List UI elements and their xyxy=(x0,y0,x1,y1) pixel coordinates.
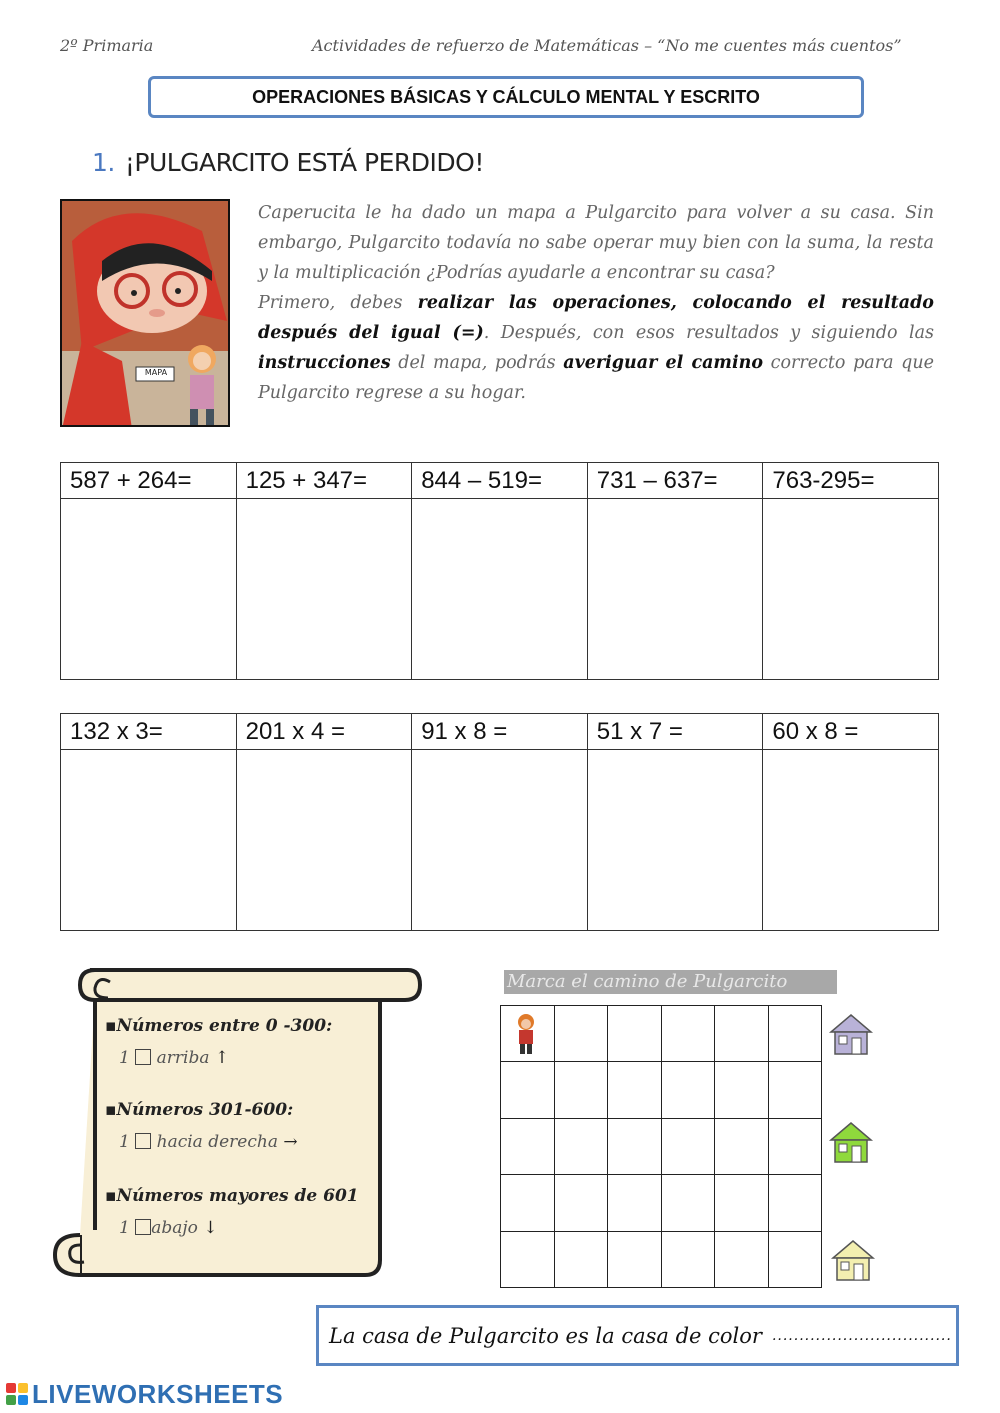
intro-paragraph-2 xyxy=(258,288,934,408)
operation-cell: 60 x 8 = xyxy=(763,714,939,750)
grid-cell[interactable] xyxy=(554,1006,608,1062)
brand-name: LIVEWORKSHEETS xyxy=(32,1378,284,1409)
intro-text: del mapa, podrás xyxy=(390,353,564,373)
rule-2 xyxy=(105,1100,298,1152)
operations-table-2 xyxy=(60,713,939,931)
grid-cell[interactable] xyxy=(554,1175,608,1231)
work-area[interactable] xyxy=(763,750,939,931)
yellow-house-icon xyxy=(830,1238,876,1282)
grid-cell[interactable] xyxy=(501,1231,555,1287)
section-title: ¡PULGARCITO ESTÁ PERDIDO! xyxy=(124,148,484,177)
answer-box[interactable] xyxy=(316,1305,959,1366)
work-area[interactable] xyxy=(587,750,763,931)
grid-cell[interactable] xyxy=(554,1062,608,1118)
work-area[interactable] xyxy=(236,750,412,931)
instructions-text xyxy=(258,198,934,408)
grid-cell[interactable] xyxy=(608,1118,662,1174)
work-area[interactable] xyxy=(763,499,939,680)
grid-cell[interactable] xyxy=(715,1118,769,1174)
grade-label: 2º Primaria xyxy=(60,36,154,55)
rule-instruction: 1 arriba ↑ xyxy=(119,1048,230,1068)
grid-cell[interactable] xyxy=(768,1006,822,1062)
grid-cell[interactable] xyxy=(768,1175,822,1231)
rule-instruction: 1 abajo ↓ xyxy=(119,1218,218,1238)
grid-cell[interactable] xyxy=(768,1062,822,1118)
operation-cell: 51 x 7 = xyxy=(587,714,763,750)
operation-cell: 125 + 347= xyxy=(236,463,412,499)
operation-cell: 844 – 519= xyxy=(412,463,588,499)
rule-instruction: 1 hacia derecha → xyxy=(119,1132,298,1152)
intro-bold: instrucciones xyxy=(258,353,391,373)
path-grid xyxy=(500,1005,822,1288)
grid-cell[interactable] xyxy=(715,1231,769,1287)
operation-cell: 731 – 637= xyxy=(587,463,763,499)
grid-cell[interactable] xyxy=(715,1062,769,1118)
grid-cell[interactable] xyxy=(501,1175,555,1231)
grid-cell[interactable] xyxy=(554,1118,608,1174)
intro-bold: realizar las operaciones, colocando el resultado después del igual (=) xyxy=(258,293,934,343)
work-area[interactable] xyxy=(61,499,237,680)
rule-heading: ▪Números 301-600: xyxy=(105,1100,294,1120)
intro-text: correcto para que Pulgarcito regrese a su hogar. xyxy=(258,353,934,403)
grid-cell[interactable] xyxy=(608,1006,662,1062)
rule-3 xyxy=(105,1186,359,1238)
grid-cell[interactable] xyxy=(661,1118,715,1174)
work-area[interactable] xyxy=(412,499,588,680)
rule-1 xyxy=(105,1016,332,1068)
grid-cell[interactable] xyxy=(661,1231,715,1287)
liveworksheets-logo xyxy=(6,1380,283,1408)
grid-cell[interactable] xyxy=(715,1175,769,1231)
work-area[interactable] xyxy=(61,750,237,931)
checkbox[interactable] xyxy=(135,1049,151,1065)
section-heading xyxy=(92,148,484,177)
grid-cell[interactable] xyxy=(608,1175,662,1231)
checkbox[interactable] xyxy=(135,1219,151,1235)
answer-blank[interactable]: ................................. xyxy=(771,1327,952,1344)
operation-cell: 763-295= xyxy=(763,463,939,499)
grid-cell[interactable] xyxy=(661,1006,715,1062)
green-house-icon xyxy=(828,1120,874,1164)
work-area[interactable] xyxy=(236,499,412,680)
operation-cell: 201 x 4 = xyxy=(236,714,412,750)
map-label: MAPA xyxy=(144,368,168,377)
grid-cell[interactable] xyxy=(554,1231,608,1287)
page-title-text: OPERACIONES BÁSICAS Y CÁLCULO MENTAL Y ESCRITO xyxy=(252,86,760,107)
checkbox[interactable] xyxy=(135,1133,151,1149)
rule-heading: ▪Números mayores de 601 xyxy=(105,1186,359,1206)
red-riding-hood-illustration xyxy=(60,199,230,427)
section-number: 1. xyxy=(92,148,115,177)
illustration-drawing xyxy=(62,201,230,427)
operation-cell: 91 x 8 = xyxy=(412,714,588,750)
pulgarcito-icon xyxy=(511,1012,541,1056)
answer-prompt: La casa de Pulgarcito es la casa de color xyxy=(329,1323,762,1348)
intro-text: Primero, debes xyxy=(258,293,418,313)
operation-cell: 132 x 3= xyxy=(61,714,237,750)
grid-cell[interactable] xyxy=(501,1118,555,1174)
grid-cell[interactable] xyxy=(715,1006,769,1062)
intro-bold: averiguar el camino xyxy=(563,353,763,373)
grid-cell[interactable] xyxy=(501,1006,555,1062)
path-grid-title: Marca el camino de Pulgarcito xyxy=(504,970,837,994)
grid-cell[interactable] xyxy=(768,1118,822,1174)
grid-cell[interactable] xyxy=(661,1062,715,1118)
logo-icon xyxy=(6,1383,28,1405)
grid-cell[interactable] xyxy=(661,1175,715,1231)
grid-cell[interactable] xyxy=(608,1231,662,1287)
rule-heading: ▪Números entre 0 -300: xyxy=(105,1016,333,1036)
work-area[interactable] xyxy=(412,750,588,931)
purple-house-icon xyxy=(828,1012,874,1056)
worksheet-subtitle: Actividades de refuerzo de Matemáticas – “No me cuentes más cuentos” xyxy=(312,36,902,55)
grid-cell[interactable] xyxy=(768,1231,822,1287)
intro-paragraph-1: Caperucita le ha dado un mapa a Pulgarcito para volver a su casa. Sin embargo, Pulgarcito todavía no sabe operar muy bien con la suma, la resta y la multiplicación ¿Podrías ayudarle a encontrar su casa? xyxy=(258,203,934,283)
work-area[interactable] xyxy=(587,499,763,680)
intro-text: . Después, con esos resultados y siguiendo las xyxy=(483,323,934,343)
grid-cell[interactable] xyxy=(608,1062,662,1118)
map-rules-scroll xyxy=(50,960,422,1280)
page-title xyxy=(148,76,864,118)
grid-cell[interactable] xyxy=(501,1062,555,1118)
operation-cell: 587 + 264= xyxy=(61,463,237,499)
operations-table-1 xyxy=(60,462,939,680)
